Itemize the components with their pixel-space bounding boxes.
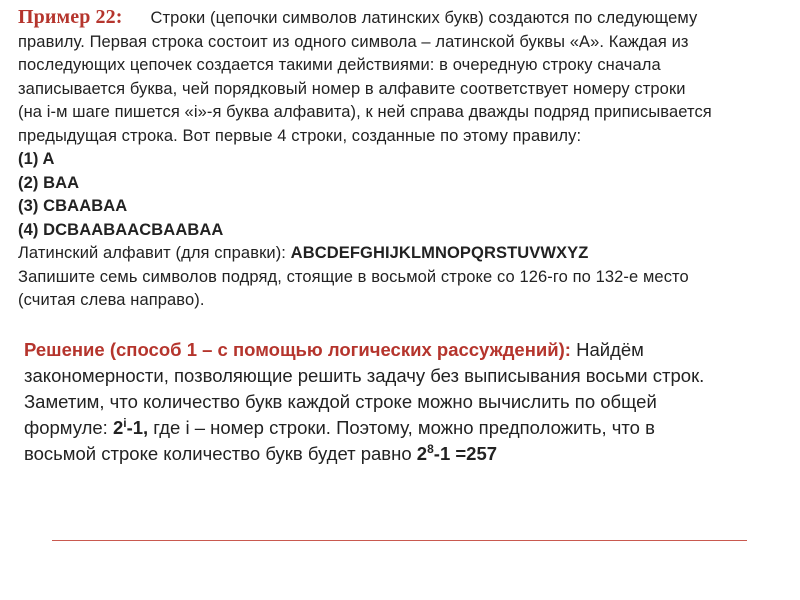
- problem-text-line-5: (на i-м шаге пишется «i»-я буква алфавита), к ней справа дважды подряд приписывается: [18, 103, 712, 121]
- result-exponent: 8: [427, 442, 434, 456]
- solution-result-line: [24, 441, 790, 467]
- problem-block: [18, 6, 788, 313]
- problem-first-line: [18, 6, 788, 31]
- solution-block: [24, 337, 790, 467]
- example-line-4: (4) DCBAABAACBAABAA: [18, 220, 224, 239]
- result-formula: $2^8-1 =257$: [416, 442, 498, 464]
- formula: 2$^i$-1,: [112, 416, 149, 438]
- example-line-1: (1) A: [18, 150, 55, 168]
- alphabet-label: Латинский алфавит (для справки):: [18, 244, 291, 262]
- task-line-2: (считая слева направо).: [18, 291, 205, 309]
- problem-title: Пример 22:: [18, 6, 123, 28]
- example-line-3: (3) CBAABAA: [18, 197, 128, 215]
- alphabet-letters: ABCDEFGHIJKLMNOPQRSTUVWXYZ: [290, 244, 589, 262]
- problem-text-line-6: предыдущая строка. Вот первые 4 строки, созданные по этому правилу:: [18, 126, 582, 145]
- solution-line-3: Заметим, что количество букв каждой строке можно вычислить по общей: [24, 391, 657, 412]
- result-text: восьмой строке количество букв будет равно: [24, 443, 417, 464]
- solution-title: Решение (способ 1 – с помощью логических рассуждений):: [24, 339, 571, 360]
- problem-text-line-4: записывается буква, чей порядковый номер в алфавите соответствует номеру строки: [18, 79, 686, 98]
- formula-prefix: формуле:: [24, 417, 113, 438]
- formula-exponent: i: [123, 416, 127, 430]
- problem-text-line-1: Строки (цепочки символов латинских букв) создаются по следующему: [150, 9, 698, 27]
- solution-intro: Найдём: [570, 339, 644, 360]
- problem-text-line-3: последующих цепочек создается такими действиями: в очередную строку сначала: [18, 56, 661, 74]
- divider-line: [52, 540, 747, 541]
- problem-text-line-2: правилу. Первая строка состоит из одного символа – латинской буквы «А». Каждая из: [18, 32, 689, 51]
- example-line-2: (2) BAA: [18, 173, 80, 192]
- alphabet-line: [18, 242, 788, 266]
- solution-line-2: закономерности, позволяющие решить задачу без выписывания восьми строк.: [24, 365, 705, 386]
- solution-first-line: [24, 337, 790, 363]
- task-line-1: Запишите семь символов подряд, стоящие в восьмой строке со 126-го по 132-е место: [18, 267, 689, 286]
- solution-formula-line: [24, 415, 790, 441]
- formula-text: где i – номер строки. Поэтому, можно предположить, что в: [148, 417, 655, 438]
